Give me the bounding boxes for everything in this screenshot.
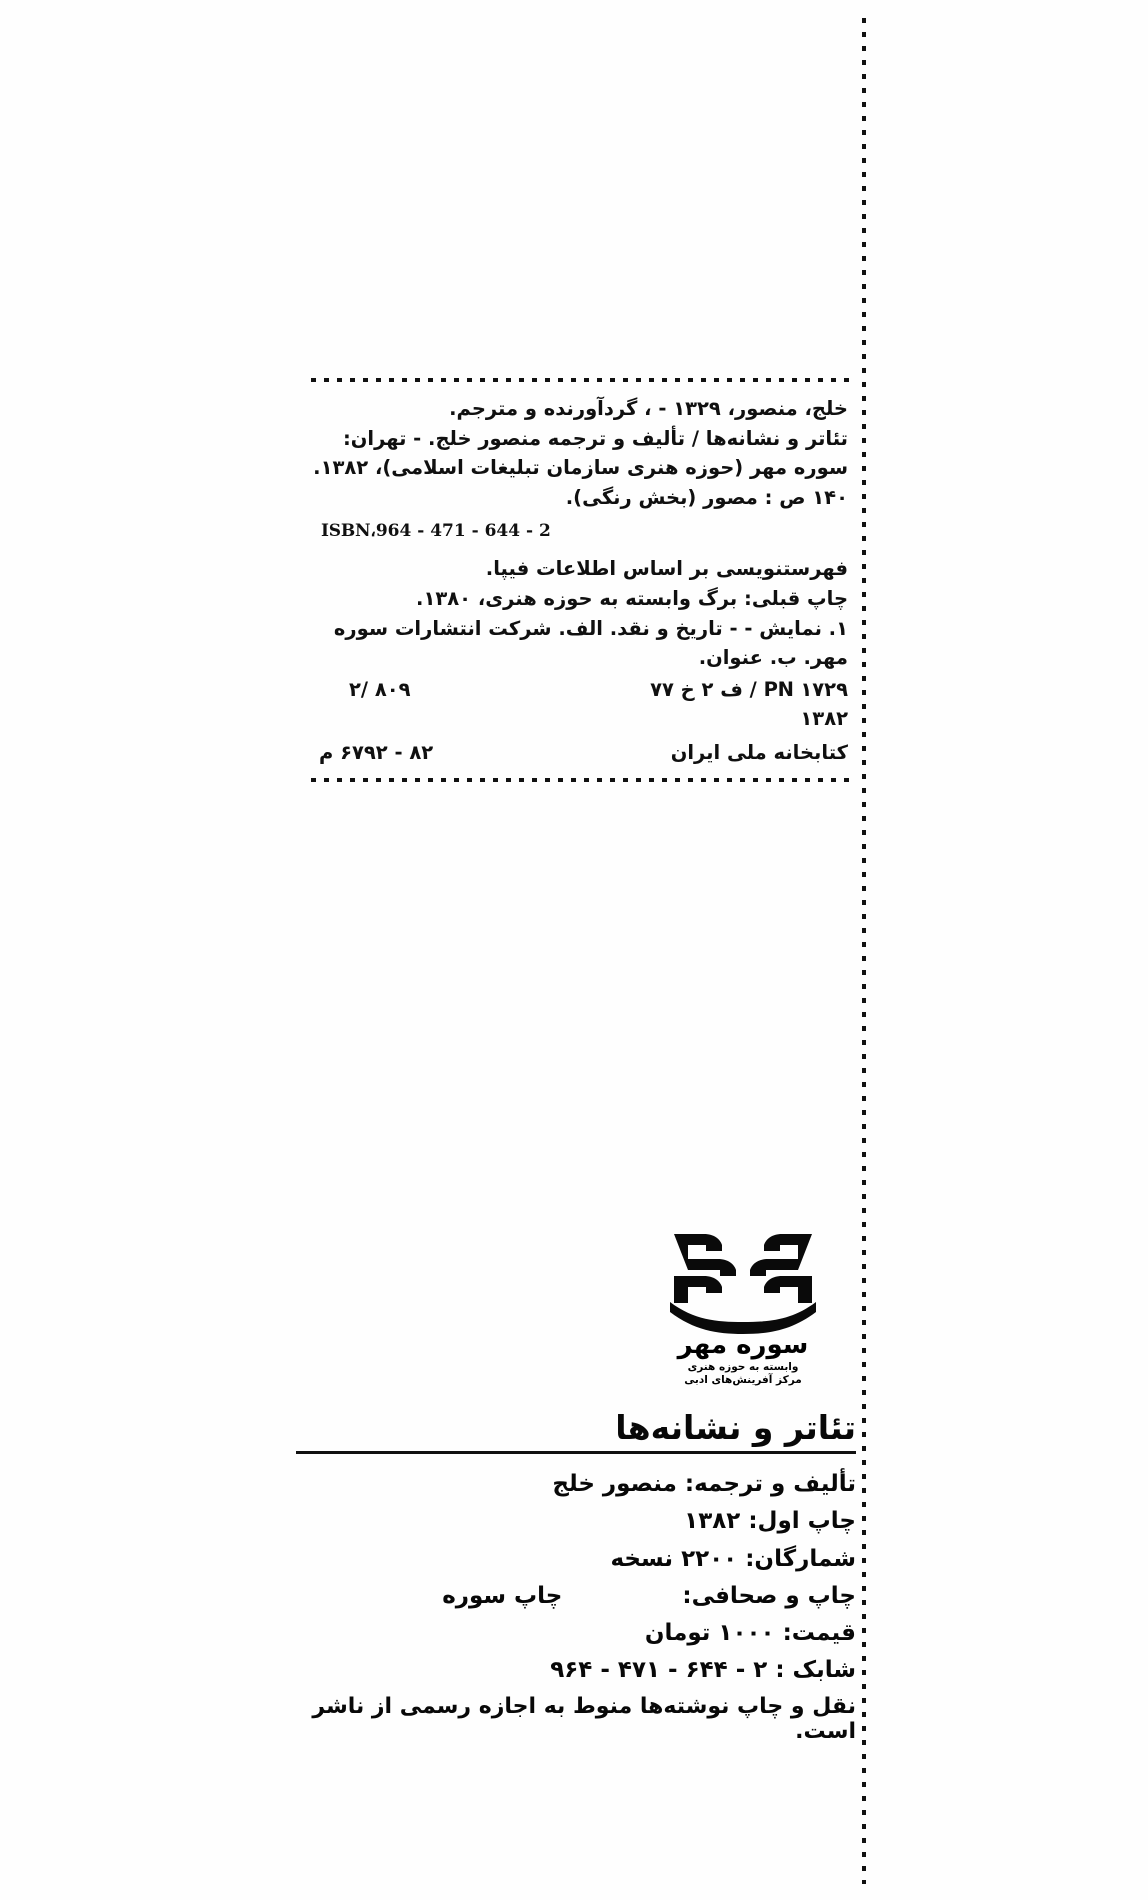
book-title: تئاتر و نشانه‌ها [615,1408,856,1447]
cip-line: ۱۴۰ ص : مصور (بخش رنگی). [565,485,848,509]
cip-isbn: ISBN،964 - 471 - 644 - 2 [321,520,551,541]
print-run-label: شمارگان: [745,1545,856,1572]
colophon-row-print-run [296,1541,856,1578]
isbn-value: ۲ - ۶۴۴ - ۴۷۱ - ۹۶۴ [550,1657,768,1684]
cip-line: سوره مهر (حوزه هنری سازمان تبلیغات اسلامی)، ۱۳۸۲. [313,456,848,480]
colophon-row-binding [296,1578,856,1615]
colophon-row-edition [296,1503,856,1540]
colophon-row-price [296,1615,856,1652]
publisher-subtitle-2: مرکز آفرینش‌های ادبی [684,1374,802,1386]
cip-line: مهر. ب. عنوان. [698,646,848,670]
cip-dewey-class: ۸۰۹ /۲ [349,677,411,701]
colophon-row-isbn [296,1652,856,1689]
cip-lc-class: PN ۱۷۲۹ / ف ۲ خ ۷۷ [650,677,848,701]
cip-line: چاپ قبلی: برگ وابسته به حوزه هنری، ۱۳۸۰. [416,586,848,610]
isbn-label: شابک : [775,1657,856,1684]
cip-footer [319,738,848,768]
cip-body [311,382,856,778]
cip-line: ۱. نمایش - - تاریخ و نقد. الف. شرکت انتشارات سوره [333,616,848,640]
edition-value: ۱۳۸۲ [684,1508,741,1535]
author-value: منصور خلج [552,1471,677,1497]
publisher-subtitle-1: وابسته به حوزه هنری [687,1361,799,1373]
cip-bottom-dotted-rule [311,778,856,782]
colophon-divider [296,1451,856,1454]
author-label: تألیف و ترجمه: [684,1471,856,1497]
cip-record-number: ۸۲ - ۶۷۹۲ م [319,741,434,765]
cip-line: خلج، منصور، ۱۳۲۹ - ، گردآورنده و مترجم. [449,397,848,420]
price-label: قیمت: [782,1620,856,1646]
cip-library-name: کتابخانه ملی ایران [670,741,848,765]
cip-line: فهرستنویسی بر اساس اطلاعات فیپا. [485,557,848,581]
colophon-block [296,1408,856,1744]
copyright-notice: نقل و چاپ نوشته‌ها منوط به اجازه رسمی از ناشر است. [312,1693,856,1744]
publisher-name: سوره مهر [677,1330,809,1360]
colophon-row-author [296,1466,856,1503]
binding-label: چاپ و صحافی: [682,1582,856,1609]
cip-line: تئاتر و نشانه‌ها / تألیف و ترجمه منصور خلج. - تهران: [342,426,848,450]
open-book-icon [638,1222,848,1334]
cip-block [311,378,856,782]
price-value: ۱۰۰۰ تومان [644,1620,775,1646]
edition-label: چاپ اول: [748,1508,856,1535]
binding-value: چاپ سوره [442,1582,563,1609]
cip-classification [319,675,848,734]
page-border-dotted-rule [862,18,866,1884]
publisher-logo [638,1222,848,1386]
cip-year: ۱۳۸۲ [800,707,848,731]
print-run-value: ۲۲۰۰ نسخه [610,1545,738,1572]
